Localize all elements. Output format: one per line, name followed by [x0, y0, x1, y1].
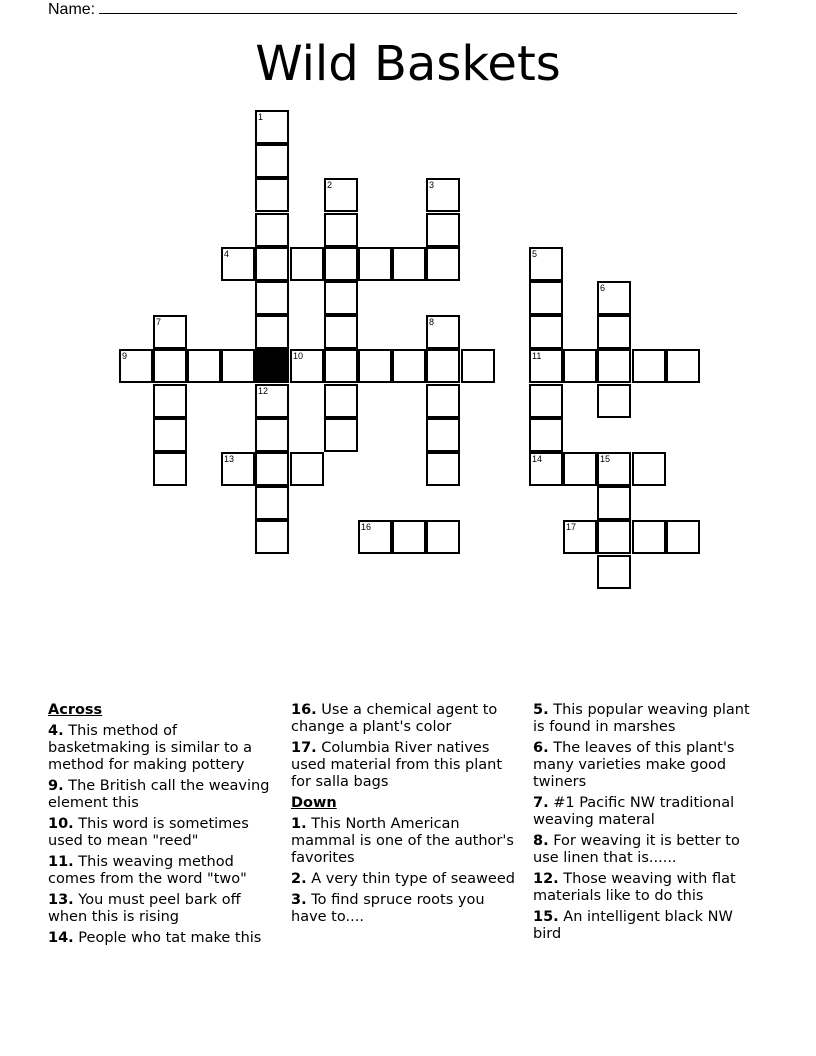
grid-cell[interactable] — [461, 349, 495, 383]
clue-column-1 — [48, 702, 280, 951]
down-heading: Down — [291, 795, 337, 811]
clue-number: 10 — [293, 351, 304, 361]
grid-cell[interactable] — [255, 452, 289, 486]
clue-down-3: 3. To find spruce roots you have to.... — [291, 892, 485, 925]
grid-cell[interactable] — [597, 315, 631, 349]
grid-cell[interactable] — [426, 418, 460, 452]
grid-cell[interactable] — [666, 520, 700, 554]
grid-cell[interactable] — [324, 247, 358, 281]
grid-cell[interactable] — [324, 384, 358, 418]
grid-cell[interactable] — [324, 315, 358, 349]
grid-cell[interactable] — [632, 349, 666, 383]
grid-cell[interactable] — [426, 247, 460, 281]
grid-cell[interactable] — [255, 315, 289, 349]
clue-across-4: 4. This method of basketmaking is similar to a method for making pottery — [48, 723, 253, 773]
clue-column-3 — [533, 702, 765, 947]
grid-cell[interactable] — [529, 418, 563, 452]
clue-number: 9 — [122, 351, 128, 361]
clue-across-16: 16. Use a chemical agent to change a plant's color — [291, 702, 498, 735]
grid-cell[interactable] — [255, 384, 289, 418]
grid-cell[interactable] — [529, 315, 563, 349]
across-heading: Across — [48, 702, 103, 718]
grid-cell[interactable] — [597, 384, 631, 418]
grid-cell[interactable] — [290, 452, 324, 486]
grid-cell[interactable] — [255, 281, 289, 315]
clue-across-14: 14. People who tat make this — [48, 930, 262, 946]
clue-number: 14 — [532, 454, 543, 464]
clue-number: 1 — [258, 112, 264, 122]
grid-cell[interactable] — [632, 452, 666, 486]
clue-number: 15 — [600, 454, 611, 464]
grid-cell[interactable] — [597, 452, 631, 486]
clue-across-9: 9. The British call the weaving element this — [48, 778, 270, 811]
grid-cell[interactable] — [426, 315, 460, 349]
grid-cell[interactable] — [597, 486, 631, 520]
grid-cell[interactable] — [563, 349, 597, 383]
grid-cell[interactable] — [563, 520, 597, 554]
grid-cell[interactable] — [426, 213, 460, 247]
grid-cell[interactable] — [324, 418, 358, 452]
grid-cell[interactable] — [119, 349, 153, 383]
clue-across-13: 13. You must peel bark off when this is rising — [48, 892, 241, 925]
grid-cell[interactable] — [153, 418, 187, 452]
clue-number: 16 — [361, 522, 372, 532]
clue-number: 12 — [258, 386, 269, 396]
grid-cell[interactable] — [529, 349, 563, 383]
clue-down-8: 8. For weaving it is better to use linen that is...... — [533, 833, 740, 866]
grid-cell[interactable] — [426, 452, 460, 486]
grid-cell[interactable] — [426, 349, 460, 383]
grid-cell[interactable] — [324, 213, 358, 247]
clue-number: 13 — [224, 454, 235, 464]
clue-down-12: 12. Those weaving with flat materials like to do this — [533, 871, 736, 904]
grid-cell[interactable] — [324, 349, 358, 383]
grid-cell[interactable] — [290, 247, 324, 281]
grid-cell[interactable] — [255, 486, 289, 520]
grid-cell[interactable] — [153, 349, 187, 383]
grid-cell[interactable] — [324, 281, 358, 315]
grid-cell[interactable] — [426, 178, 460, 212]
clue-column-2 — [291, 702, 523, 930]
grid-cell[interactable] — [221, 452, 255, 486]
clue-number: 3 — [429, 180, 435, 190]
clue-down-15: 15. An intelligent black NW bird — [533, 909, 733, 942]
grid-cell[interactable] — [221, 349, 255, 383]
grid-cell[interactable] — [255, 520, 289, 554]
grid-cell[interactable] — [358, 520, 392, 554]
grid-cell[interactable] — [529, 452, 563, 486]
grid-cell[interactable] — [153, 315, 187, 349]
grid-cell[interactable] — [597, 349, 631, 383]
grid-cell[interactable] — [529, 247, 563, 281]
clue-down-1: 1. This North American mammal is one of the author's favorites — [291, 816, 514, 866]
clue-number: 5 — [532, 249, 538, 259]
grid-cell[interactable] — [153, 452, 187, 486]
clue-across-17: 17. Columbia River natives used material from this plant for salla bags — [291, 740, 503, 790]
grid-cell[interactable] — [597, 555, 631, 589]
grid-cell[interactable] — [426, 520, 460, 554]
grid-cell[interactable] — [290, 349, 324, 383]
grid-cell[interactable] — [563, 452, 597, 486]
grid-cell[interactable] — [529, 384, 563, 418]
grid-cell[interactable] — [666, 349, 700, 383]
clue-across-10: 10. This word is sometimes used to mean "reed" — [48, 816, 249, 849]
clue-across-11: 11. This weaving method comes from the word "two" — [48, 854, 247, 887]
grid-cell[interactable] — [221, 247, 255, 281]
grid-cell[interactable] — [255, 213, 289, 247]
clue-number: 2 — [327, 180, 333, 190]
clue-number: 17 — [566, 522, 577, 532]
grid-cell[interactable] — [255, 178, 289, 212]
clue-down-5: 5. This popular weaving plant is found in marshes — [533, 702, 750, 735]
grid-cell[interactable] — [255, 110, 289, 144]
grid-cell[interactable] — [597, 281, 631, 315]
grid-cell[interactable] — [529, 281, 563, 315]
clue-number: 4 — [224, 249, 230, 259]
clue-down-6: 6. The leaves of this plant's many varieties make good twiners — [533, 740, 735, 790]
clue-number: 7 — [156, 317, 162, 327]
grid-cell[interactable] — [358, 247, 392, 281]
clue-number: 8 — [429, 317, 435, 327]
grid-cell[interactable] — [187, 349, 221, 383]
grid-cell[interactable] — [324, 178, 358, 212]
clue-down-2: 2. A very thin type of seaweed — [291, 871, 515, 887]
grid-cell[interactable] — [426, 384, 460, 418]
page-title: Wild Baskets — [255, 36, 561, 92]
grid-cell[interactable] — [255, 247, 289, 281]
name-label: Name: — [48, 1, 96, 18]
grid-cell[interactable] — [255, 418, 289, 452]
clue-number: 11 — [532, 351, 542, 361]
grid-cell[interactable] — [392, 520, 426, 554]
grid-cell[interactable] — [153, 384, 187, 418]
clue-number: 6 — [600, 283, 606, 293]
grid-cell[interactable] — [597, 520, 631, 554]
black-square — [255, 349, 289, 383]
grid-cell[interactable] — [358, 349, 392, 383]
grid-cell[interactable] — [392, 349, 426, 383]
clue-down-7: 7. #1 Pacific NW traditional weaving materal — [533, 795, 735, 828]
grid-cell[interactable] — [392, 247, 426, 281]
grid-cell[interactable] — [632, 520, 666, 554]
grid-cell[interactable] — [255, 144, 289, 178]
